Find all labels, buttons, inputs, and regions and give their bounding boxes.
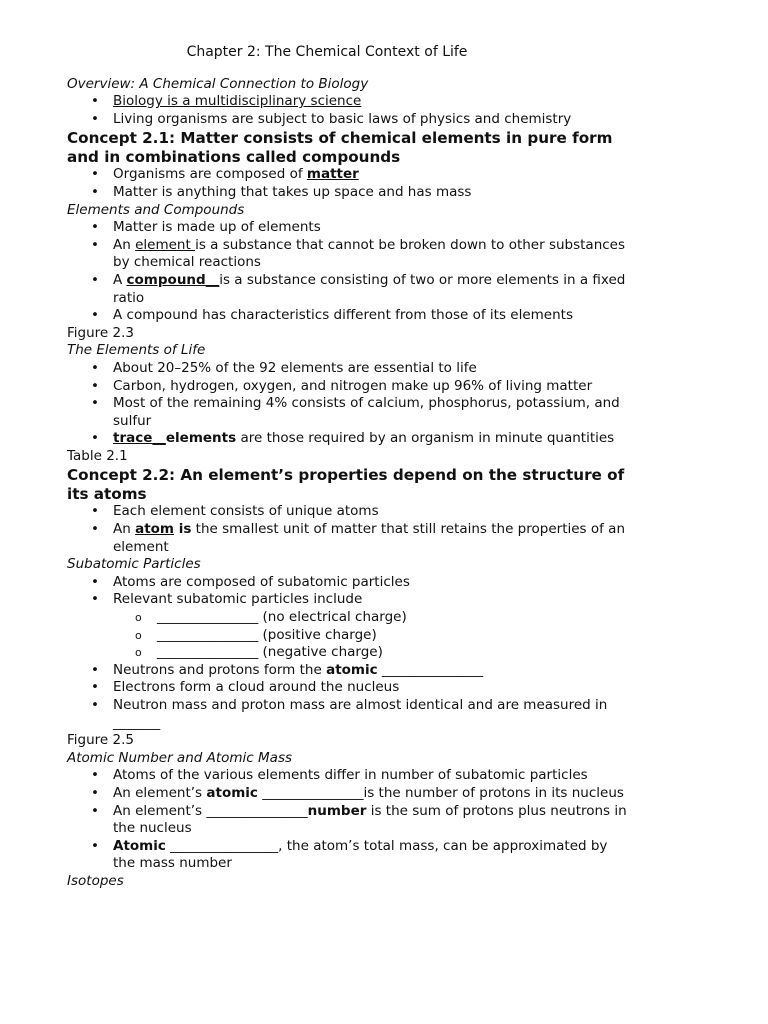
text: _______________is the number of protons in its nucleus <box>257 784 624 801</box>
list-item <box>113 166 627 184</box>
isotopes-heading: Isotopes <box>67 872 124 889</box>
term-is: is <box>174 521 192 538</box>
text: About 20–25% of the 92 elements are essential to life <box>113 359 477 376</box>
overview-heading: Overview: A Chemical Connection to Biology <box>67 75 369 92</box>
blank: __ <box>205 271 220 288</box>
term-atom: atom <box>135 521 174 538</box>
text: ________________, the atom’s total mass, can be approximated by the mass number <box>113 837 608 872</box>
list-item-text: Living organisms are subject to basic laws of physics and chemistry <box>113 110 572 127</box>
elements-of-life-heading: The Elements of Life <box>67 342 206 359</box>
list-item <box>113 307 627 325</box>
text: An <box>113 521 136 538</box>
list-item <box>113 272 627 307</box>
text: is the sum of protons plus neutrons in the nucleus <box>113 802 627 837</box>
term-compound: compound <box>126 271 206 288</box>
concept-2-2-list <box>67 503 627 556</box>
list-item <box>113 767 627 785</box>
elements-of-life-list <box>67 360 627 448</box>
figure-2-3-ref: Figure 2.3 <box>67 324 134 341</box>
text: is a substance consisting of two or more elements in a fixed ratio <box>113 271 626 306</box>
list-item <box>113 111 627 129</box>
elements-compounds-list <box>67 219 627 325</box>
text: Carbon, hydrogen, oxygen, and nitrogen make up 96% of living matter <box>113 377 593 394</box>
text: An element’s _______________ <box>113 802 308 819</box>
overview-list <box>67 93 627 128</box>
subatomic-list <box>67 574 627 732</box>
list-item <box>113 237 627 272</box>
text: _______________ (no electrical charge) <box>157 609 407 626</box>
list-item <box>113 503 627 521</box>
term-atomic: Atomic <box>113 837 166 854</box>
blank: __ <box>152 430 166 447</box>
list-item <box>113 574 627 592</box>
list-item <box>113 662 627 680</box>
text: Most of the remaining 4% consists of calcium, phosphorus, potassium, and sulfur <box>113 395 620 429</box>
table-2-1-ref: Table 2.1 <box>67 447 128 464</box>
list-item <box>113 360 627 378</box>
term-element: element <box>135 236 196 253</box>
sub-list-item <box>157 609 627 627</box>
term-atomic: atomic <box>206 784 258 801</box>
list-item <box>113 697 627 732</box>
elements-compounds-heading: Elements and Compounds <box>67 201 245 218</box>
text: Relevant subatomic particles include <box>113 591 363 608</box>
term-matter: matter <box>306 166 359 183</box>
text: _______________ (positive charge) <box>157 626 377 643</box>
sub-list-item <box>157 644 627 662</box>
list-item <box>113 378 627 396</box>
subatomic-sublist <box>113 609 627 662</box>
list-item-text: Biology is a multidisciplinary science <box>113 93 362 110</box>
term-elements: elements <box>165 430 237 447</box>
concept-2-2-heading: Concept 2.2: An element’s properties depend on the structure of its atoms <box>67 466 625 503</box>
text: is a substance that cannot be broken down to other substances by chemical reactions <box>113 236 626 271</box>
list-item <box>113 679 627 697</box>
list-item <box>113 591 627 661</box>
text: A compound has characteristics different from those of its elements <box>113 307 573 324</box>
concept-2-1-list <box>67 166 627 201</box>
text: _______________ (negative charge) <box>157 644 383 661</box>
list-item <box>113 184 627 202</box>
text: Electrons form a cloud around the nucleus <box>113 679 400 696</box>
list-item <box>113 219 627 237</box>
atomic-number-heading: Atomic Number and Atomic Mass <box>67 749 293 766</box>
list-item <box>113 430 627 448</box>
text: the smallest unit of matter that still retains the properties of an element <box>113 521 625 555</box>
term-atomic: atomic <box>326 661 378 678</box>
text: Atoms of the various elements differ in number of subatomic particles <box>113 767 588 784</box>
text: _______________ <box>377 661 484 678</box>
list-item <box>113 521 627 556</box>
text: Neutron mass and proton mass are almost identical and are measured in _______ <box>113 697 608 731</box>
text: Organisms are composed of <box>113 166 307 183</box>
list-item <box>113 93 627 111</box>
text: are those required by an organism in minute quantities <box>236 430 615 447</box>
sub-list-item <box>157 627 627 645</box>
text: An <box>113 236 136 253</box>
subatomic-heading: Subatomic Particles <box>67 556 201 573</box>
text: An element’s <box>113 784 207 801</box>
concept-2-1-heading: Concept 2.1: Matter consists of chemical elements in pure form and in combinations called compounds <box>67 129 613 166</box>
text: Matter is anything that takes up space and has mass <box>113 183 472 200</box>
list-item <box>113 838 627 873</box>
text: Each element consists of unique atoms <box>113 503 379 520</box>
term-trace: trace <box>113 430 153 447</box>
text: Matter is made up of elements <box>113 219 321 236</box>
page-title: Chapter 2: The Chemical Context of Life <box>186 44 468 60</box>
term-number: number <box>307 802 367 819</box>
list-item <box>113 785 627 803</box>
list-item <box>113 395 627 430</box>
text: A <box>113 271 127 288</box>
text: Atoms are composed of subatomic particles <box>113 573 410 590</box>
figure-2-5-ref: Figure 2.5 <box>67 732 134 749</box>
atomic-number-list <box>67 767 627 873</box>
list-item <box>113 803 627 838</box>
text: Neutrons and protons form the <box>113 661 327 678</box>
